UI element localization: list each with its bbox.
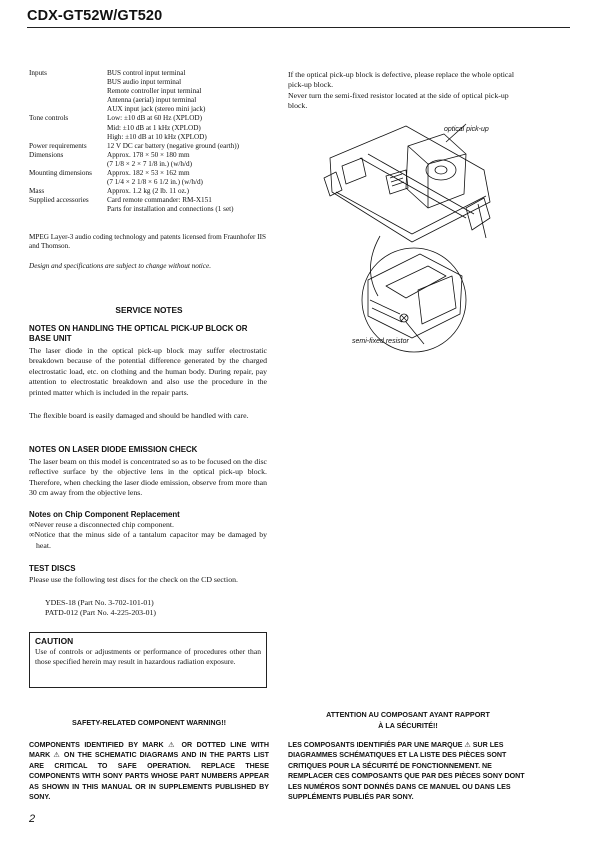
spec-label: Power requirements — [29, 141, 87, 150]
spec-label: Dimensions — [29, 150, 64, 159]
resistor-warning-text: Never turn the semi-fixed resistor located at the side of optical pick-up block. — [288, 90, 509, 111]
spec-value: 12 V DC car battery (negative ground (earth)) — [107, 141, 240, 150]
chip-replacement-heading: Notes on Chip Component Replacement — [29, 510, 180, 519]
laser-check-heading: NOTES ON LASER DIODE EMISSION CHECK — [29, 445, 198, 454]
objective-lens-outer — [426, 160, 456, 180]
caution-title: CAUTION — [35, 636, 74, 646]
page-number: 2 — [29, 813, 36, 825]
spec-value: Approx. 182 × 53 × 162 mm — [107, 169, 190, 178]
chip-note-item: ∞Never reuse a disconnected chip component. — [29, 520, 174, 529]
spec-values — [107, 196, 279, 214]
pickup-replace-text: If the optical pick-up block is defective, please replace the whole optical pick-up block. — [288, 70, 515, 90]
test-disc-item: YDES-18 (Part No. 3-702-101-01) — [45, 598, 154, 607]
spec-value: Antenna (aerial) input terminal — [107, 96, 197, 105]
spec-label: Mounting dimensions — [29, 169, 92, 178]
test-discs-heading: TEST DISCS — [29, 564, 76, 573]
chip-note-item: ∞Notice that the minus side of a tantalum capacitor may be damaged by heat. — [29, 530, 267, 550]
zoom-body — [368, 254, 462, 338]
handling-heading: NOTES ON HANDLING THE OPTICAL PICK-UP BLOCK OR BASE UNIT — [29, 324, 248, 343]
spec-value: Card remote commander: RM-X151 — [107, 196, 212, 205]
chip-note-list — [29, 520, 267, 551]
spec-row-dimensions — [29, 151, 279, 169]
spec-value: Parts for installation and connections (1 set) — [107, 205, 234, 214]
specifications-table — [29, 69, 279, 215]
fr-title-line: ATTENTION AU COMPOSANT AYANT RAPPORT — [326, 710, 490, 719]
pickup-drawing — [296, 118, 534, 358]
semi-fixed-resistor-label: semi-fixed resistor — [352, 338, 409, 345]
callout-leader — [370, 236, 380, 296]
spec-value: BUS audio input terminal — [107, 78, 182, 87]
handling-text: The laser diode in the optical pick-up block may suffer electrostatic breakdown because of the potential difference generated by the charged electrostatic load, etc. on clothing and the human body. During repair, pay attention to electrostatic breakdown and also use the procedure in the printed matter which is included in the repair parts. — [29, 346, 267, 397]
spec-values — [107, 169, 279, 187]
spec-values — [107, 69, 279, 114]
service-notes-title: SERVICE NOTES — [115, 305, 183, 315]
safety-warning-text-en: COMPONENTS IDENTIFIED BY MARK ⚠ OR DOTTED LINE WITH MARK ⚠ ON THE SCHEMATIC DIAGRAMS AND IN THE PARTS LIST ARE CRITICAL TO SAFE OPERATION. REPLACE THESE COMPONENTS WITH SONY PARTS WHOSE PART NUMBERS APPEAR AS SHOWN IN THIS MANUAL OR IN SUPPLEMENTS PUBLISHED BY SONY. — [29, 741, 269, 802]
zoom-edge — [370, 300, 402, 322]
zoom-circle — [362, 248, 466, 352]
spec-value: High: ±10 dB at 10 kHz (XPLOD) — [107, 132, 207, 141]
optical-pickup-diagram — [296, 118, 534, 358]
spec-value: Approx. 1.2 kg (2 lb. 11 oz.) — [107, 187, 189, 196]
pickup-body — [406, 134, 466, 208]
safety-warning-title-en: SAFETY-RELATED COMPONENT WARNING!! — [72, 718, 226, 727]
spec-change-note: Design and specifications are subject to change without notice. — [29, 262, 211, 270]
test-disc-item: PATD-012 (Part No. 4-225-203-01) — [45, 608, 157, 618]
rail-holder — [466, 198, 490, 230]
spec-label: Tone controls — [29, 114, 69, 123]
test-disc-list — [45, 598, 156, 619]
spec-row-power — [29, 142, 279, 151]
spec-row-mass — [29, 187, 279, 196]
spec-row-mounting — [29, 169, 279, 187]
spec-row-accessories — [29, 196, 279, 214]
spec-label: Inputs — [29, 69, 47, 77]
spec-value: Approx. 178 × 50 × 180 mm — [107, 150, 190, 159]
pickup-connector — [386, 170, 408, 194]
test-discs-text: Please use the following test discs for the check on the CD section. — [29, 575, 238, 584]
spec-value: Low: ±10 dB at 60 Hz (XPLOD) — [107, 114, 202, 123]
spec-label: Supplied accessories — [29, 196, 89, 205]
fr-title-line: À LA SÉCURITÉ!! — [378, 720, 438, 730]
spec-value: (7 1/4 × 2 1/8 × 6 1/2 in.) (w/h/d) — [107, 178, 203, 187]
spec-value: Remote controller input terminal — [107, 87, 202, 96]
model-title: CDX-GT52W/GT520 — [27, 8, 163, 24]
chassis-bracket — [342, 158, 366, 184]
flexible-board-text: The flexible board is easily damaged and should be handled with care. — [29, 411, 249, 420]
spec-values — [107, 151, 279, 169]
spec-value: BUS control input terminal — [107, 69, 186, 77]
spec-row-tone-controls — [29, 114, 279, 141]
safety-warning-text-fr: LES COMPOSANTS IDENTIFIÉS PAR UNE MARQUE ⚠ SUR LES DIAGRAMMES SCHÉMATIQUES ET LA LISTE DES PIÈCES SONT CRITIQUES POUR LA SÉCURITÉ DE FONCTIONNEMENT. NE REMPLACER CES COMPOSANTS QUE PAR DES PIÈCES SONY DONT LES NUMÉROS SONT DONNÉS DANS CE MANUEL OU DANS LES SUPPLÉMENTS PUBLIÉS PAR SONY. — [288, 741, 525, 802]
header-rule — [27, 27, 570, 28]
resistor-cross — [401, 315, 407, 321]
mp3-license-note: MPEG Layer-3 audio coding technology and patents licensed from Fraunhofer IIS and Thomson. — [29, 233, 266, 251]
spec-value: AUX input jack (stereo mini jack) — [107, 105, 206, 114]
caution-text: Use of controls or adjustments or performance of procedures other than those specified herein may result in hazardous radiation exposure. — [35, 647, 261, 667]
caution-box — [29, 632, 267, 688]
guide-rail — [360, 154, 474, 218]
spec-values — [107, 142, 279, 151]
laser-check-text: The laser beam on this model is concentrated so as to be focused on the disc reflective surface by the objective lens in the optical pick-up block. Therefore, when checking the laser diode emission, observe from more than 30 cm away from the objective lens. — [29, 457, 267, 498]
spec-row-inputs — [29, 69, 279, 114]
chassis-edge — [336, 192, 486, 234]
objective-lens-inner — [435, 166, 447, 174]
spec-label: Mass — [29, 187, 45, 196]
zoom-panel — [418, 276, 456, 324]
chip-replacement-notes — [29, 520, 267, 551]
optical-pickup-label: optical pick-up — [444, 126, 489, 133]
pickup-replacement-note — [288, 70, 528, 112]
spec-values — [107, 187, 279, 196]
chassis-outline — [330, 126, 490, 242]
spec-value: Mid: ±10 dB at 1 kHz (XPLOD) — [107, 123, 201, 132]
spec-values — [107, 114, 279, 141]
safety-warning-title-fr — [288, 710, 528, 731]
spec-value: (7 1/8 × 2 × 7 1/8 in.) (w/h/d) — [107, 159, 192, 168]
